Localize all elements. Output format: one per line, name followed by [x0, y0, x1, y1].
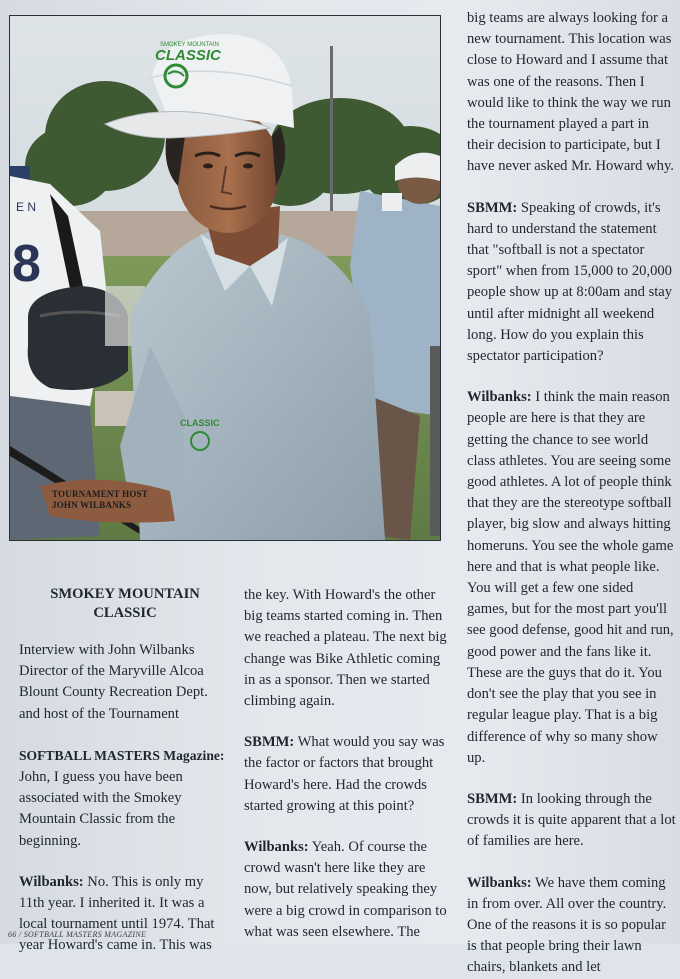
answer-1-text: No. This is only my 11th year. I inherited it. It was a local tournament until 1974. That year Howard's came in. This was — [19, 873, 215, 954]
question-4 — [467, 789, 677, 853]
article-title: SMOKEY MOUNTAIN CLASSIC — [50, 586, 200, 621]
question-1-speaker: SOFTBALL MASTERS Magazine: — [19, 747, 225, 763]
caption-line-2: JOHN WILBANKS — [52, 500, 132, 510]
jersey-letters: E N — [16, 200, 37, 214]
caption-line-1: TOURNAMENT HOST — [52, 489, 148, 499]
answer-3 — [467, 387, 677, 769]
question-1-text: John, I guess you have been associated with the Smokey Mountain Classic from the beginning. — [19, 769, 183, 849]
answer-4-speaker: Wilbanks: — [467, 874, 532, 891]
answer-3-text: I think the main reason people are here is that they are getting the chance to see world class athletes. You are seeing some good athletes. A lot of people think that they are the stereotype softball player, big slow and always hitting homeruns. You see the whole game here and that is what people like. You will get a few one sided games, but for the most part you'll see good defense, good hit and run, good power and the fans like it. These are the guys that do it. You don't see the play that you see in regular league play. That is a big difference of why so many show up. — [467, 389, 674, 766]
shirt-logo: CLASSIC — [180, 418, 220, 428]
column-middle — [244, 585, 452, 943]
answer-2-speaker: Wilbanks: — [244, 839, 309, 856]
article-intro: Interview with John Wilbanks Director of the Maryville Alcoa Blount County Recreation Dept. and host of the Tournament — [19, 642, 208, 722]
answer-3-speaker: Wilbanks: — [467, 389, 532, 406]
page-footer: 66 / SOFTBALL MASTERS MAGAZINE — [8, 930, 147, 939]
question-2-text: What would you say was the factor or factors that brought Howard's here. Had the crowds started growing at this point? — [244, 734, 445, 814]
column-right — [467, 8, 677, 979]
answer-4-text: We have them coming in from over. All over the country. One of the reasons it is so popular is that people bring their lawn chairs, blankets and let — [467, 874, 667, 976]
question-4-speaker: SBMM: — [467, 790, 518, 807]
question-4-text: In looking through the crowds it is quite apparent that a lot of families are here. — [467, 790, 676, 850]
answer-4 — [467, 873, 677, 979]
answer-1-speaker: Wilbanks: — [19, 873, 84, 890]
jersey-number: 8 — [12, 235, 41, 293]
photo-tournament-host — [9, 15, 441, 541]
column-left — [19, 585, 231, 957]
question-3-text: Speaking of crowds, it's hard to understand the statement that "softball is not a spectator sport" when from 15,000 to 20,000 people show up at 8:00am and stay until after midnight all weekend long. How do you explain this spectator participation? — [467, 199, 673, 365]
question-3 — [467, 198, 677, 368]
question-3-speaker: SBMM: — [467, 199, 518, 216]
answer-2-text: Yeah. Of course the crowd wasn't here like they are now, but relatively speaking they were a big crowd in comparison to what was seen elsewhere. The — [244, 839, 447, 940]
cap-logo-top: SMOKEY MOUNTAIN — [160, 42, 219, 48]
cap-logo: CLASSIC — [155, 47, 221, 64]
question-2 — [244, 732, 452, 817]
answer-1-continued: the key. With Howard's the other big teams started coming in. Then we reached a plateau. The next big change was Bike Athletic coming in as a sponsor. Then we started climbing again. — [244, 587, 447, 710]
question-1 — [19, 745, 231, 852]
answer-2-continued: big teams are always looking for a new tournament. This location was close to Howard and I assume that was one of the reasons. Then I would like to think the way we run the tournament played a part in their decision to participate, but I have never asked Mr. Howard why. — [467, 10, 674, 175]
photo-caption — [52, 489, 148, 511]
answer-2 — [244, 837, 452, 943]
question-2-speaker: SBMM: — [244, 734, 295, 751]
